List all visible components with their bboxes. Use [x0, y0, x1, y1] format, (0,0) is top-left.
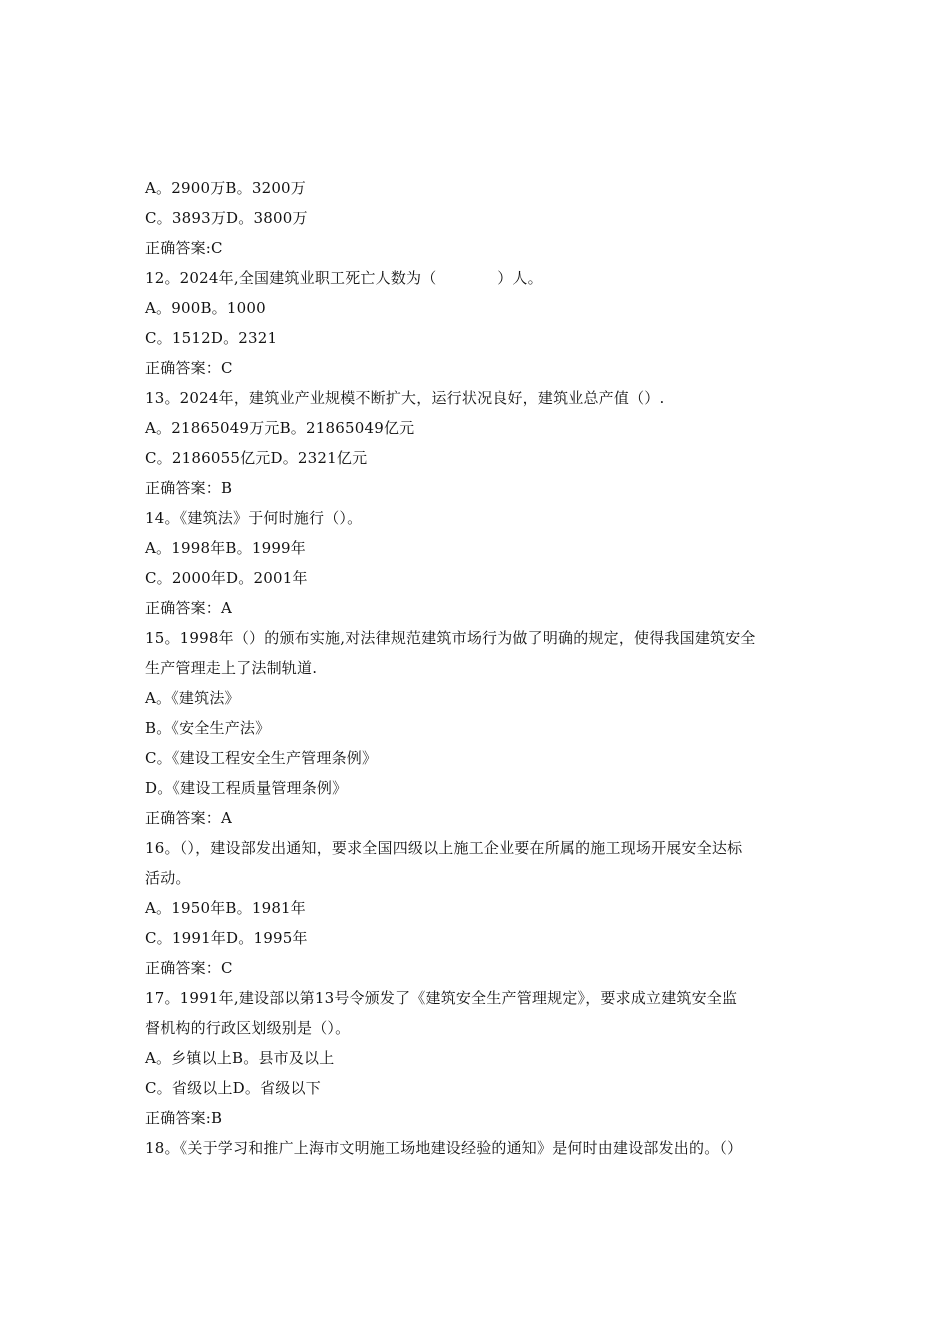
answer-line: 正确答案:C [145, 239, 223, 257]
answer-line: 正确答案：B [145, 479, 233, 497]
answer-line: 正确答案：A [145, 809, 233, 827]
answer-line: 正确答案：C [145, 359, 233, 377]
question-line: 15。1998年（）的颁布实施,对法律规范建筑市场行为做了明确的规定，使得我国建筑安全 [145, 629, 756, 647]
text-line: C。2000年D。2001年 [145, 569, 308, 587]
text-line: A。乡镇以上B。县市及以上 [145, 1049, 335, 1067]
option-line: C。《建设工程安全生产管理条例》 [145, 749, 378, 767]
question-line: 督机构的行政区划级别是（）。 [145, 1019, 351, 1037]
question-line: 16。（），建设部发出通知，要求全国四级以上施工企业要在所属的施工现场开展安全达标 [145, 839, 743, 857]
text-line: C。2186055亿元D。2321亿元 [145, 449, 368, 467]
document-body [145, 173, 810, 1163]
answer-line: 正确答案:B [145, 1109, 223, 1127]
question-line: 13。2024年，建筑业产业规模不断扩大，运行状况良好，建筑业总产值（）. [145, 389, 665, 407]
question-line: 活动。 [145, 869, 191, 887]
option-line: D。《建设工程质量管理条例》 [145, 779, 348, 797]
question-line: 17。1991年,建设部以第13号令颁发了《建筑安全生产管理规定》，要求成立建筑安全监 [145, 989, 738, 1007]
question-line: 生产管理走上了法制轨道. [145, 659, 318, 677]
text-line: C。1512D。2321 [145, 329, 278, 347]
text-line: C。1991年D。1995年 [145, 929, 308, 947]
question-line: 12。2024年,全国建筑业职工死亡人数为（ ）人。 [145, 269, 543, 287]
text-line: A。900B。1000 [145, 299, 266, 317]
question-line: 14。《建筑法》于何时施行（）。 [145, 509, 363, 527]
text-line: C。3893万D。3800万 [145, 209, 308, 227]
answer-line: 正确答案：A [145, 599, 233, 617]
text-line: A。1998年B。1999年 [145, 539, 307, 557]
question-line: 18。《关于学习和推广上海市文明施工场地建设经验的通知》是何时由建设部发出的。（） [145, 1139, 743, 1157]
text-line: C。省级以上D。省级以下 [145, 1079, 321, 1097]
text-line: A。1950年B。1981年 [145, 899, 307, 917]
text-line: A。2900万B。3200万 [145, 179, 307, 197]
option-line: A。《建筑法》 [145, 689, 240, 707]
text-line: A。21865049万元B。21865049亿元 [145, 419, 415, 437]
option-line: B。《安全生产法》 [145, 719, 271, 737]
answer-line: 正确答案：C [145, 959, 233, 977]
